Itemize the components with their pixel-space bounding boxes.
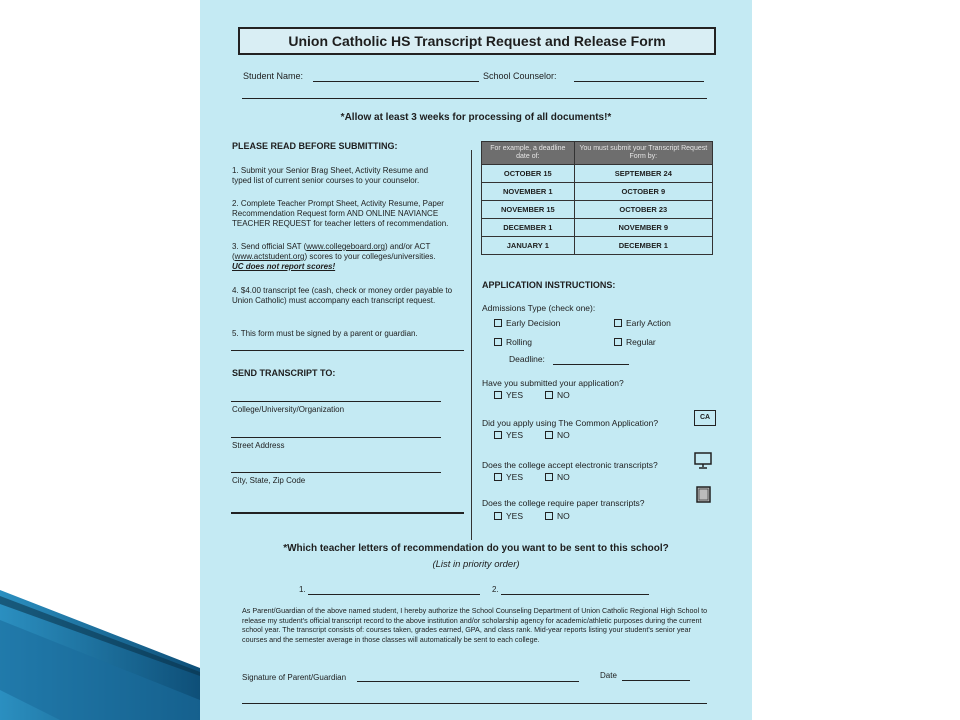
ca-badge-text: CA [699,414,711,421]
header-divider [242,98,707,99]
deadline-label: Deadline: [509,354,545,364]
computer-monitor-icon [694,452,714,470]
q3-yes-option[interactable] [494,472,523,482]
table-row [482,237,713,255]
q2-yes-option[interactable] [494,430,523,440]
q3-yes-checkbox[interactable] [494,473,502,481]
deadline-cell: JANUARY 1 [482,237,575,255]
rolling-option[interactable] [494,337,532,347]
deadline-table-header-right: You must submit your Transcript Request Form by: [574,142,712,165]
send-transcript-heading: SEND TRANSCRIPT TO: [232,368,336,378]
send-divider [231,512,464,514]
q4-yes-option[interactable] [494,511,523,521]
actstudent-link[interactable]: www.actstudent.org [234,252,305,261]
signature-label: Signature of Parent/Guardian [242,673,347,682]
submit-by-cell: DECEMBER 1 [574,237,712,255]
regular-checkbox[interactable] [614,338,622,346]
college-label: College/University/Organization [232,405,345,414]
form-title: Union Catholic HS Transcript Request and Release Form [288,33,666,49]
q3-no-checkbox[interactable] [545,473,553,481]
signature-line[interactable] [357,681,579,682]
q4-no-option[interactable] [545,511,570,521]
school-counselor-label: School Counselor: [483,71,557,81]
q4-yes-checkbox[interactable] [494,512,502,520]
q3-no-option[interactable] [545,472,570,482]
yes-label: YES [506,511,524,521]
recommendation-1-label: 1. [299,585,306,594]
q2-yes-checkbox[interactable] [494,431,502,439]
no-label: NO [557,430,570,440]
student-name-line[interactable] [313,81,479,82]
table-row [482,219,713,237]
submit-by-cell: SEPTEMBER 24 [574,165,712,183]
no-label: NO [557,472,570,482]
question-common-app: Did you apply using The Common Application? [482,418,659,428]
instruction-3-text-a: 3. Send official SAT ( [232,242,307,251]
early-decision-option[interactable] [494,318,560,328]
early-action-checkbox[interactable] [614,319,622,327]
collegeboard-link[interactable]: www.collegeboard.org [306,242,385,251]
instruction-4: 4. $4.00 transcript fee (cash, check or money order payable to Union Catholic) must accompany each transcript request. [232,286,453,305]
rolling-checkbox[interactable] [494,338,502,346]
early-decision-checkbox[interactable] [494,319,502,327]
deadline-cell: NOVEMBER 1 [482,183,575,201]
city-label: City, State, Zip Code [232,476,306,485]
instruction-1: 1. Submit your Senior Brag Sheet, Activity Resume and typed list of current senior courses to your counselor. [232,166,429,185]
column-divider [471,150,472,540]
early-decision-label: Early Decision [506,318,561,328]
q1-no-checkbox[interactable] [545,391,553,399]
instruction-3-text-c: ) scores to your colleges/universities. [304,252,436,261]
yes-label: YES [506,430,524,440]
transcript-request-form [200,0,752,720]
no-label: NO [557,511,570,521]
common-app-icon [694,410,716,426]
admissions-type-label: Admissions Type (check one): [482,303,596,313]
instruction-5: 5. This form must be signed by a parent or guardian. [232,329,418,338]
instruction-2: 2. Complete Teacher Prompt Sheet, Activity Resume, Paper Recommendation Request form AND ONLINE NAVIANCE TEACHER REQUEST for teacher letters of recommendation. [232,199,449,228]
q1-yes-checkbox[interactable] [494,391,502,399]
regular-option[interactable] [614,337,656,347]
yes-label: YES [506,472,524,482]
q4-no-checkbox[interactable] [545,512,553,520]
deadline-cell: DECEMBER 1 [482,219,575,237]
student-name-label: Student Name: [243,71,304,81]
street-label: Street Address [232,441,285,450]
deadline-cell: OCTOBER 15 [482,165,575,183]
application-instructions-heading: APPLICATION INSTRUCTIONS: [482,280,616,290]
question-submitted: Have you submitted your application? [482,378,624,388]
deadline-line[interactable] [553,364,629,365]
early-action-label: Early Action [626,318,671,328]
date-label: Date [600,671,617,680]
deadline-table-header-left: For example, a deadline date of: [482,142,575,165]
deadline-table [481,141,713,255]
q1-yes-option[interactable] [494,390,523,400]
deadline-cell: NOVEMBER 15 [482,201,575,219]
processing-notice: *Allow at least 3 weeks for processing of all documents!* [340,112,612,123]
table-row [482,201,713,219]
early-action-option[interactable] [614,318,671,328]
instruction-3-note: UC does not report scores! [232,262,336,271]
parent-authorization-text: As Parent/Guardian of the above named student, I hereby authorize the School Counseling Department of Union Catholic Regional High School to release my student's official transcript record to the above institution and/or scholarship agency for academic/athletic purposes during the current school year. The transcript consists of: courses taken, grades earned, GPA, and class rank. Mid-year reports listing your student's senior year courses and the semester average in those classes will automatically be sent to each college. [242,606,708,644]
table-row [482,165,713,183]
school-counselor-line[interactable] [574,81,704,82]
q2-no-option[interactable] [545,430,570,440]
footer-divider [242,703,707,704]
instruction-3 [232,242,464,272]
no-label: NO [557,390,570,400]
yes-label: YES [506,390,524,400]
regular-label: Regular [626,337,656,347]
instruction-3-text-b: ) and/or ACT ( [232,242,431,261]
recommendation-1-line[interactable] [308,594,480,595]
submit-by-cell: NOVEMBER 9 [574,219,712,237]
paper-document-icon [696,486,712,504]
recommendation-2-label: 2. [492,585,499,594]
city-line[interactable] [231,472,441,473]
date-line[interactable] [622,680,690,681]
street-line[interactable] [231,437,441,438]
form-title-box [238,27,716,55]
college-line[interactable] [231,401,441,402]
submit-by-cell: OCTOBER 23 [574,201,712,219]
instructions-divider [231,350,464,351]
table-row [482,183,713,201]
q1-no-option[interactable] [545,390,570,400]
submit-by-cell: OCTOBER 9 [574,183,712,201]
rolling-label: Rolling [506,337,532,347]
q2-no-checkbox[interactable] [545,431,553,439]
teacher-letters-question: *Which teacher letters of recommendation do you want to be sent to this school? [283,543,669,554]
priority-order-note: (List in priority order) [432,559,520,570]
recommendation-2-line[interactable] [501,594,649,595]
question-electronic: Does the college accept electronic transcripts? [482,460,658,470]
read-before-submitting-heading: PLEASE READ BEFORE SUBMITTING: [232,141,398,151]
question-paper: Does the college require paper transcripts? [482,498,645,508]
